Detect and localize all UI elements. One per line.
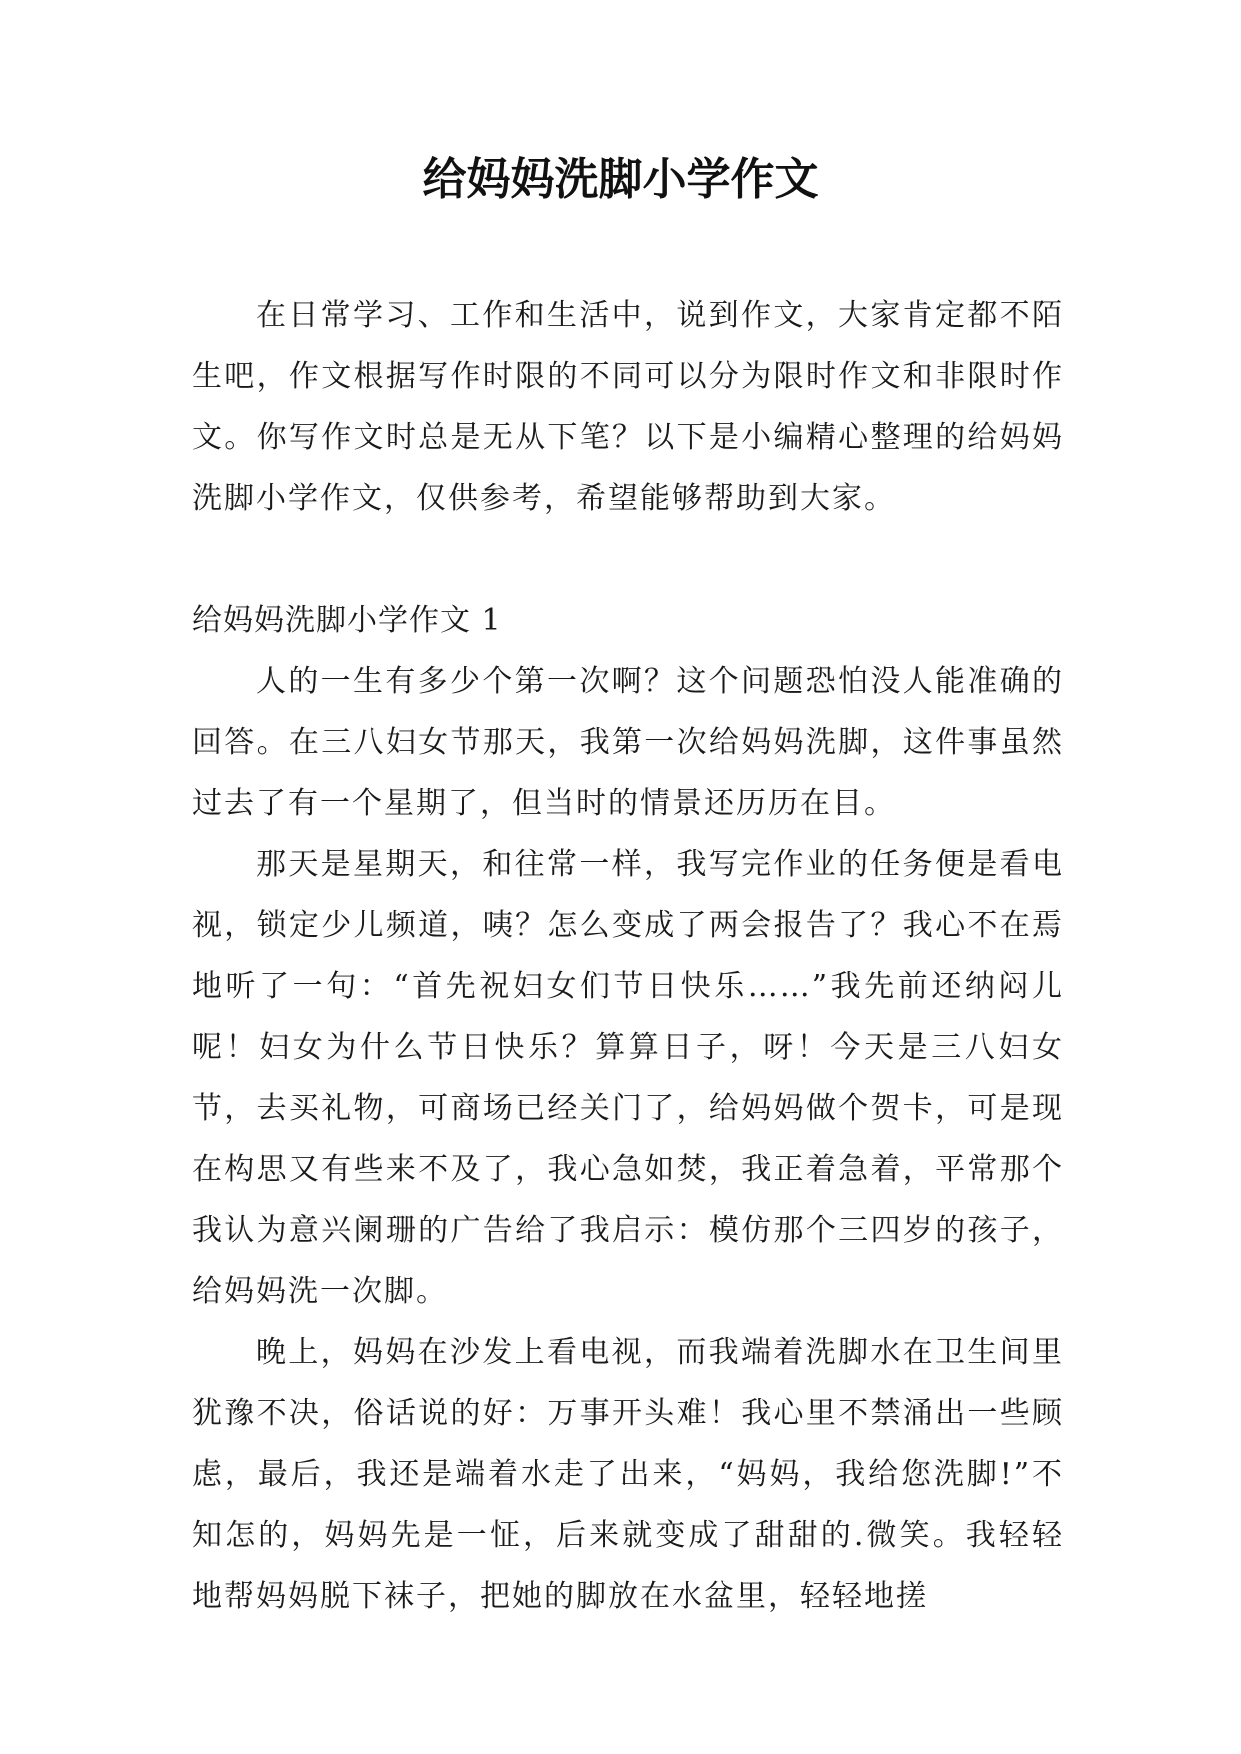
body-paragraph: 那天是星期天，和往常一样，我写完作业的任务便是看电视，锁定少儿频道，咦？怎么变成了两会报告了？我心不在焉地听了一句：“首先祝妇女们节日快乐……”我先前还纳闷儿呢！妇女为什么节日快乐？算算日子，呀！今天是三八妇女节，去买礼物，可商场已经关门了，给妈妈做个贺卡，可是现在构思又有些来不及了，我心急如焚，我正着急着，平常那个我认为意兴阑珊的广告给了我启示：模仿那个三四岁的孩子，给妈妈洗一次脚。 bbox=[192, 847, 1064, 1309]
body-paragraph: 晚上，妈妈在沙发上看电视，而我端着洗脚水在卫生间里犹豫不决，俗话说的好：万事开头难！我心里不禁涌出一些顾虑，最后，我还是端着水走了出来，“妈妈，我给您洗脚!”不知怎的，妈妈先是一怔，后来就变成了甜甜的.微笑。我轻轻地帮妈妈脱下袜子，把她的脚放在水盆里，轻轻地搓 bbox=[192, 1335, 1064, 1614]
document-body bbox=[192, 285, 1064, 1627]
body-paragraph: 人的一生有多少个第一次啊？这个问题恐怕没人能准确的回答。在三八妇女节那天，我第一次给妈妈洗脚，这件事虽然过去了有一个星期了，但当时的情景还历历在目。 bbox=[192, 664, 1064, 821]
section-heading: 给妈妈洗脚小学作文 1 bbox=[192, 603, 502, 638]
document-title: 给妈妈洗脚小学作文 bbox=[422, 154, 819, 205]
intro-paragraph: 在日常学习、工作和生活中，说到作文，大家肯定都不陌生吧，作文根据写作时限的不同可以分为限时作文和非限时作文。你写作文时总是无从下笔？以下是小编精心整理的给妈妈洗脚小学作文，仅供参考，希望能够帮助到大家。 bbox=[192, 298, 1064, 516]
